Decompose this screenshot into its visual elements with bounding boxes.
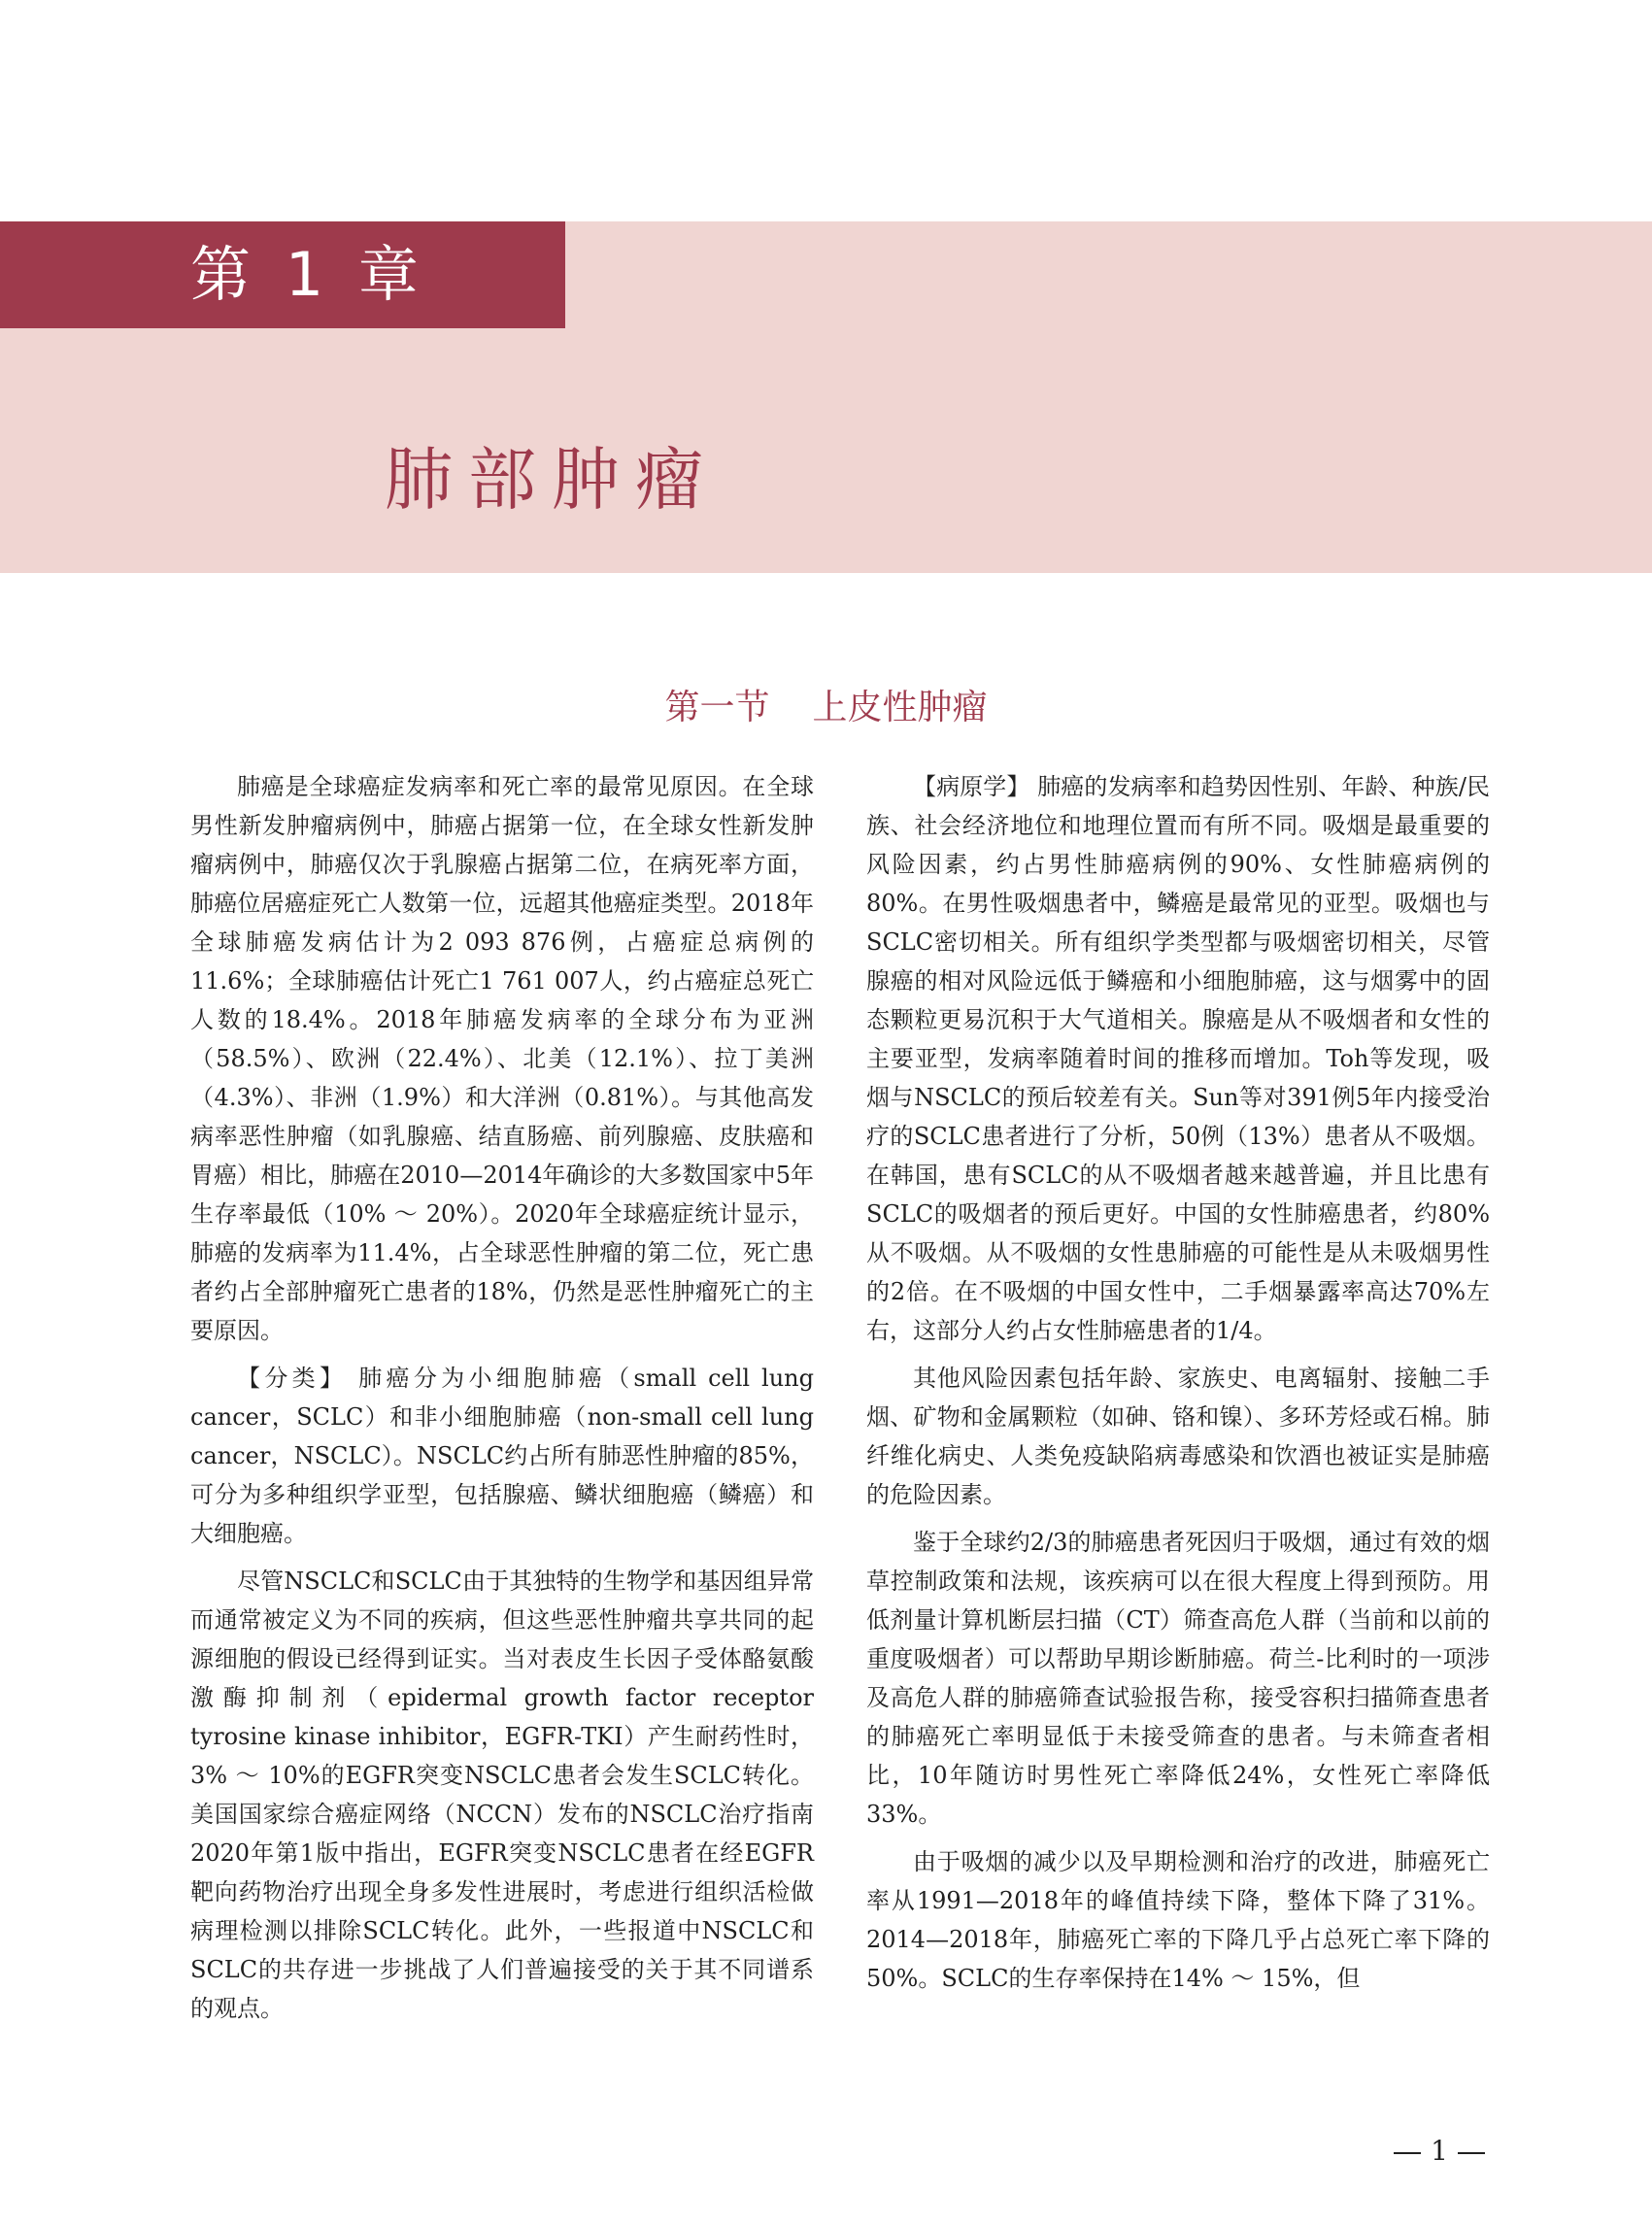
left-column: [190, 767, 814, 2037]
section-name: 上皮性肿瘤: [812, 688, 988, 727]
paragraph-prevention: 鉴于全球约2/3的肺癌患者死因归于吸烟，通过有效的烟草控制政策和法规，该疾病可以在很大程度上得到预防。用低剂量计算机断层扫描（CT）筛查高危人群（当前和以前的重度吸烟者）可以帮助早期诊断肺癌。荷兰-比利时的一项涉及高危人群的肺癌筛查试验报告称，接受容积扫描筛查患者的肺癌死亡率明显低于未接受筛查的患者。与未筛查者相比，10年随访时男性死亡率降低24%，女性死亡率降低33%。: [866, 1529, 1490, 1828]
paragraph-epidemiology: 肺癌是全球癌症发病率和死亡率的最常见原因。在全球男性新发肿瘤病例中，肺癌占据第一位，在全球女性新发肿瘤病例中，肺癌仅次于乳腺癌占据第二位，在病死率方面，肺癌位居癌症死亡人数第一位，远超其他癌症类型。2018年全球肺癌发病估计为2 093 876例，占癌症总病例的11.6%；全球肺癌估计死亡1 761 007人，约占癌症总死亡人数的18.4%。2018年肺癌发病率的全球分布为亚洲（58.5%）、欧洲（22.4%）、北美（12.1%）、拉丁美洲（4.3%）、非洲（1.9%）和大洋洲（0.81%）。与其他高发病率恶性肿瘤（如乳腺癌、结直肠癌、前列腺癌、皮肤癌和胃癌）相比，肺癌在2010—2014年确诊的大多数国家中5年生存率最低（10% ～ 20%）。2020年全球癌症统计显示，肺癌的发病率为11.4%，占全球恶性肿瘤的第二位，死亡患者约占全部肿瘤死亡患者的18%，仍然是恶性肿瘤死亡的主要原因。: [190, 773, 814, 1344]
right-column: [866, 767, 1490, 2007]
paragraph-classification: [190, 1359, 814, 1553]
classification-tag: 【分类】: [237, 1365, 348, 1392]
section-title: [0, 680, 1652, 729]
page-number: 1: [1381, 2135, 1498, 2167]
section-number: 第一节: [664, 688, 770, 727]
chapter-label: 第 1 章: [0, 221, 565, 328]
paragraph-etiology: [866, 767, 1490, 1350]
chapter-title: 肺部肿瘤: [385, 440, 719, 520]
paragraph-risk-factors: 其他风险因素包括年龄、家族史、电离辐射、接触二手烟、矿物和金属颗粒（如砷、铬和镍）、多环芳烃或石棉。肺纤维化病史、人类免疫缺陷病毒感染和饮酒也被证实是肺癌的危险因素。: [866, 1365, 1490, 1508]
etiology-text: 肺癌的发病率和趋势因性别、年龄、种族/民族、社会经济地位和地理位置而有所不同。吸烟是最重要的风险因素，约占男性肺癌病例的90%、女性肺癌病例的80%。在男性吸烟患者中，鳞癌是最常见的亚型。吸烟也与SCLC密切相关。所有组织学类型都与吸烟密切相关，尽管腺癌的相对风险远低于鳞癌和小细胞肺癌，这与烟雾中的固态颗粒更易沉积于大气道相关。腺癌是从不吸烟者和女性的主要亚型，发病率随着时间的推移而增加。Toh等发现，吸烟与NSCLC的预后较差有关。Sun等对391例5年内接受治疗的SCLC患者进行了分析，50例（13%）患者从不吸烟。在韩国，患有SCLC的从不吸烟者越来越普遍，并且比患有SCLC的吸烟者的预后更好。中国的女性肺癌患者，约80%从不吸烟。从不吸烟的女性患肺癌的可能性是从未吸烟男性的2倍。在不吸烟的中国女性中，二手烟暴露率高达70%左右，这部分人约占女性肺癌患者的1/4。: [866, 773, 1490, 1344]
paragraph-mortality-trend: 由于吸烟的减少以及早期检测和治疗的改进，肺癌死亡率从1991—2018年的峰值持续下降，整体下降了31%。2014—2018年，肺癌死亡率的下降几乎占总死亡率下降的50%。SCLC的生存率保持在14% ～ 15%，但: [866, 1848, 1490, 1992]
etiology-tag: 【病原学】: [913, 773, 1030, 800]
paragraph-lineage: 尽管NSCLC和SCLC由于其独特的生物学和基因组异常而通常被定义为不同的疾病，但这些恶性肿瘤共享共同的起源细胞的假设已经得到证实。当对表皮生长因子受体酪氨酸激酶抑制剂（epidermal growth factor receptor tyrosine kinase inhibitor，EGFR-TKI）产生耐药性时，3% ～ 10%的EGFR突变NSCLC患者会发生SCLC转化。美国国家综合癌症网络（NCCN）发布的NSCLC治疗指南2020年第1版中指出，EGFR突变NSCLC患者在经EGFR靶向药物治疗出现全身多发性进展时，考虑进行组织活检做病理检测以排除SCLC转化。此外，一些报道中NSCLC和SCLC的共存进一步挑战了人们普遍接受的关于其不同谱系的观点。: [190, 1568, 814, 2022]
classification-text: 肺癌分为小细胞肺癌（small cell lung cancer，SCLC）和非小细胞肺癌（non-small cell lung cancer，NSCLC）。NSCLC约占所有肺恶性肿瘤的85%，可分为多种组织学亚型，包括腺癌、鳞状细胞癌（鳞癌）和大细胞癌。: [190, 1365, 814, 1547]
